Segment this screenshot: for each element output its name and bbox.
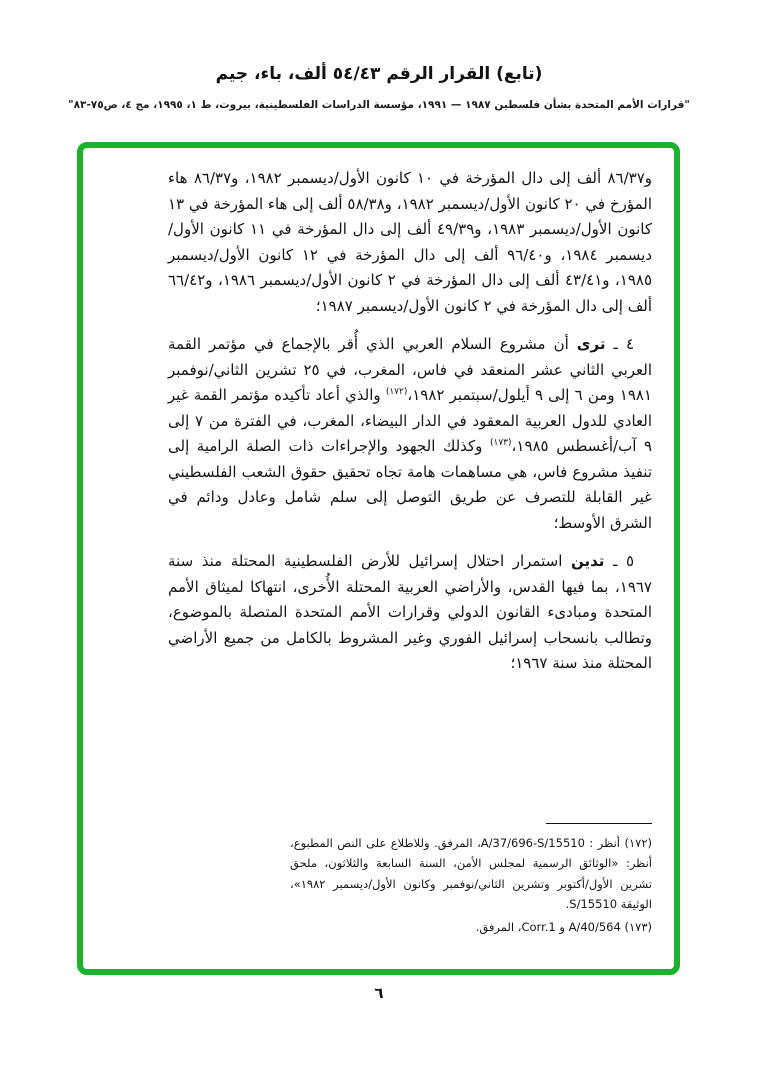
paragraph-4-number: ٤ ـ <box>605 335 634 353</box>
paragraph-5-verb: تدين <box>570 552 605 570</box>
document-title: (تابع) القرار الرقم ٥٤/٤٣ ألف، باء، جيم <box>215 64 543 84</box>
paragraph-5-number: ٥ ـ <box>604 552 634 570</box>
source-citation: "قرارات الأمم المتحدة بشأن فلسطين ١٩٨٧ — ١٩٩١، مؤسسة الدراسات الفلسطينية، بيروت، ط ١، ١٩٩٥، مج ٤، ص٧٥-٨٣" <box>68 99 690 111</box>
paragraph-4-text-c: وكذلك الجهود والإجراءات ذات الصلة الرامية إلى تنفيذ مشروع فاس، هي مساهمات هامة تجاه تحقيق حقوق الشعب الفلسطيني غير القابلة للتصرف عن طريق التوصل إلى سلم شامل وعادل ودائم في الشرق الأوسط؛ <box>168 437 652 532</box>
footnote-ref-172: (١٧٢) <box>385 387 408 397</box>
footnotes-block <box>290 823 652 940</box>
footnote-ref-173: (١٧٣) <box>490 438 512 448</box>
content-frame <box>77 142 680 975</box>
paragraph-5-text: استمرار احتلال إسرائيل للأرض الفلسطينية المحتلة منذ سنة ١٩٦٧، بما فيها القدس، والأراضي العربية المحتلة الأُخرى، انتهاكا لميثاق الأمم المتحدة ومبادىء القانون الدولي وقرارات الأمم المتحدة المتصلة بالموضوع، وتطالب بانسحاب إسرائيل الفوري وغير المشروط بالكامل من جميع الأراضي المحتلة منذ سنة ١٩٦٧؛ <box>168 552 652 672</box>
footnote-172: (١٧٢) أنظر : A/37/696-S/15510، المرفق. وللاطلاع على النص المطبوع، أنظر: «الوثائق الرسمية لمجلس الأمن، السنة السابعة والثلاثون، ملحق تشرين الأول/أكتوبر وتشرين الثاني/نوفمبر وكانون الأول/ديسمبر ١٩٨٢»، الوثيقة S/15510. <box>290 835 652 911</box>
paragraph-4-text-a: أن مشروع السلام العربي الذي أُقر بالإجماع في مؤتمر القمة العربي الثاني عشر المنعقد في فاس، المغرب، في ٢٥ تشرين الثاني/نوفمبر ١٩٨١ ومن ٦ إلى ٩ أيلول/سبتمبر ١٩٨٢، <box>168 335 652 404</box>
paragraph-5 <box>168 549 652 677</box>
paragraph-4 <box>168 332 652 536</box>
footnote-173: (١٧٣) A/40/564 و Corr.1، المرفق. <box>475 919 652 934</box>
paragraph-4-text-b: والذي أعاد تأكيده مؤتمر القمة غير العادي للدول العربية المعقود في الدار البيضاء، المغرب، في الفترة من ٧ إلى ٩ آب/أغسطس ١٩٨٥، <box>168 386 653 455</box>
paragraph-continuation: و٨٦/٣٧ ألف إلى دال المؤرخة في ١٠ كانون الأول/ديسمبر ١٩٨٢، و٨٦/٣٧ هاء المؤرخ في ٢٠ كانون الأول/ديسمبر ١٩٨٢، و٥٨/٣٨ ألف إلى هاء المؤرخة في ١٣ كانون الأول/ديسمبر ١٩٨٣، و٤٩/٣٩ ألف إلى دال المؤرخة في ١١ كانون الأول/ديسمبر ١٩٨٤، و٩٦/٤٠ ألف إلى دال المؤرخة في ١٢ كانون الأول/ديسمبر ١٩٨٥، و٤٣/٤١ ألف إلى دال المؤرخة في ٢ كانون الأول/ديسمبر ١٩٨٦، و٦٦/٤٢ ألف إلى دال المؤرخة في ٢ كانون الأول/ديسمبر ١٩٨٧؛ <box>168 169 653 315</box>
resolution-body <box>168 166 652 690</box>
page-number: ٦ <box>374 984 384 1002</box>
paragraph-4-verb: ترى <box>576 335 606 353</box>
footnote-separator <box>546 823 652 824</box>
